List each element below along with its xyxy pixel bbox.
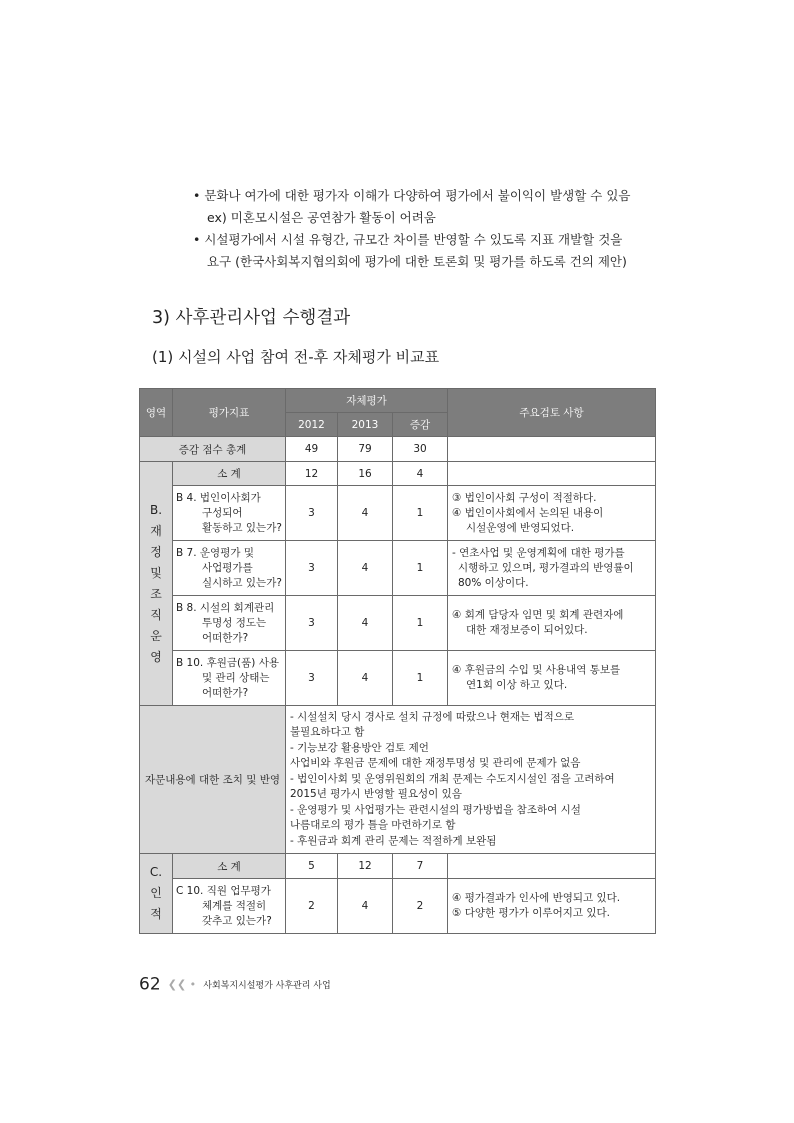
value-diff: 1: [393, 486, 448, 541]
total-row: [140, 437, 656, 462]
header-area: 영역: [140, 389, 173, 437]
value-diff: 2: [393, 879, 448, 934]
advice-row: [140, 706, 656, 854]
bullet-line: • 문화나 여가에 대한 평가자 이해가 다양하여 평가에서 불이익이 발생할 수 있음: [193, 188, 631, 203]
value-diff: 1: [393, 651, 448, 706]
footer-title: 사회복지시설평가 사후관리 사업: [203, 981, 331, 991]
indicator-cell: B 7. 운영평가 및 사업평가를 실시하고 있는가?: [173, 541, 286, 596]
value-2012: 3: [286, 651, 338, 706]
header-diff: 증감: [393, 413, 448, 437]
value-2012: 3: [286, 541, 338, 596]
value-2013: 4: [338, 486, 393, 541]
subtotal-label: 소 계: [173, 462, 286, 486]
subtotal-2013: 16: [338, 462, 393, 486]
section-heading: 3) 사후관리사업 수행결과: [152, 308, 351, 328]
review-cell: - 연초사업 및 운영계획에 대한 평가를 시행하고 있으며, 평가결과의 반영률이 80% 이상이다.: [448, 541, 656, 596]
subtotal-2012: 12: [286, 462, 338, 486]
advice-label: 자문내용에 대한 조치 및 반영: [140, 706, 286, 854]
total-2013: 79: [338, 437, 393, 462]
self-evaluation-table: [139, 388, 656, 934]
value-2012: 2: [286, 879, 338, 934]
total-2012: 49: [286, 437, 338, 462]
header-indicator: 평가지표: [173, 389, 286, 437]
table-row: [140, 596, 656, 651]
review-cell: ④ 평가결과가 인사에 반영되고 있다. ⑤ 다양한 평가가 이루어지고 있다.: [448, 879, 656, 934]
page-footer: [139, 974, 331, 995]
subtotal-diff: 7: [393, 854, 448, 879]
value-2013: 4: [338, 651, 393, 706]
header-self-eval: 자체평가: [286, 389, 448, 413]
indicator-cell: C 10. 직원 업무평가 체계를 적절히 갖추고 있는가?: [173, 879, 286, 934]
indicator-cell: B 8. 시설의 회계관리 투명성 정도는 어떠한가?: [173, 596, 286, 651]
bullet-line: ex) 미혼모시설은 공연참가 활동이 어려움: [207, 210, 436, 225]
intro-bullets: [193, 185, 663, 273]
area-b-label: B. 재 정 및 조 직 운 영: [140, 462, 173, 706]
subtotal-row-b: [140, 462, 656, 486]
subtotal-2013: 12: [338, 854, 393, 879]
table-row: [140, 486, 656, 541]
header-review: 주요검토 사항: [448, 389, 656, 437]
subtotal-2012: 5: [286, 854, 338, 879]
value-2013: 4: [338, 596, 393, 651]
page-number: 62: [139, 974, 161, 995]
total-label: 증감 점수 총계: [140, 437, 286, 462]
table-row: [140, 651, 656, 706]
review-cell: ③ 법인이사회 구성이 적절하다. ④ 법인이사회에서 논의된 내용이 시설운영에 반영되었다.: [448, 486, 656, 541]
subtotal-diff: 4: [393, 462, 448, 486]
bullet-line: 요구 (한국사회복지협의회에 평가에 대한 토론회 및 평가를 하도록 건의 제안): [207, 254, 627, 269]
value-2012: 3: [286, 596, 338, 651]
area-c-label: C. 인 적: [140, 854, 173, 934]
subtotal-label: 소 계: [173, 854, 286, 879]
advice-content: - 시설설치 당시 경사로 설치 규정에 따랐으나 현재는 법적으로 불필요하다고 함 - 기능보강 활용방안 검토 제언 사업비와 후원금 문제에 대한 재정투명성 및 관리에 문제가 없음 - 법인이사회 및 운영위원회의 개최 문제는 수도지시설인 점을 고려하여 2015년 평가시 반영할 필요성이 있음 - 운영평가 및 사업평가는 관련시설의 평가방법을 참조하여 시설 나름대로의 평가 틀을 마련하기로 함 - 후원금과 회계 관리 문제는 적절하게 보완됨: [286, 706, 656, 854]
header-2013: 2013: [338, 413, 393, 437]
value-2013: 4: [338, 541, 393, 596]
indicator-cell: B 10. 후원금(품) 사용 및 관리 상태는 어떠한가?: [173, 651, 286, 706]
indicator-cell: B 4. 법인이사회가 구성되어 활동하고 있는가?: [173, 486, 286, 541]
value-2013: 4: [338, 879, 393, 934]
table-row: [140, 879, 656, 934]
bullet-line: • 시설평가에서 시설 유형간, 규모간 차이를 반영할 수 있도록 지표 개발할 것을: [193, 232, 623, 247]
header-2012: 2012: [286, 413, 338, 437]
review-cell: ④ 후원금의 수입 및 사용내역 통보를 연1회 이상 하고 있다.: [448, 651, 656, 706]
subsection-heading: (1) 시설의 사업 참여 전-후 자체평가 비교표: [152, 348, 440, 366]
table-row: [140, 541, 656, 596]
subtotal-row-c: [140, 854, 656, 879]
double-chevron-icon: ❮❮ •: [167, 978, 197, 991]
review-cell: ④ 회계 담당자 임면 및 회계 관련자에 대한 재정보증이 되어있다.: [448, 596, 656, 651]
value-diff: 1: [393, 596, 448, 651]
value-2012: 3: [286, 486, 338, 541]
total-diff: 30: [393, 437, 448, 462]
value-diff: 1: [393, 541, 448, 596]
